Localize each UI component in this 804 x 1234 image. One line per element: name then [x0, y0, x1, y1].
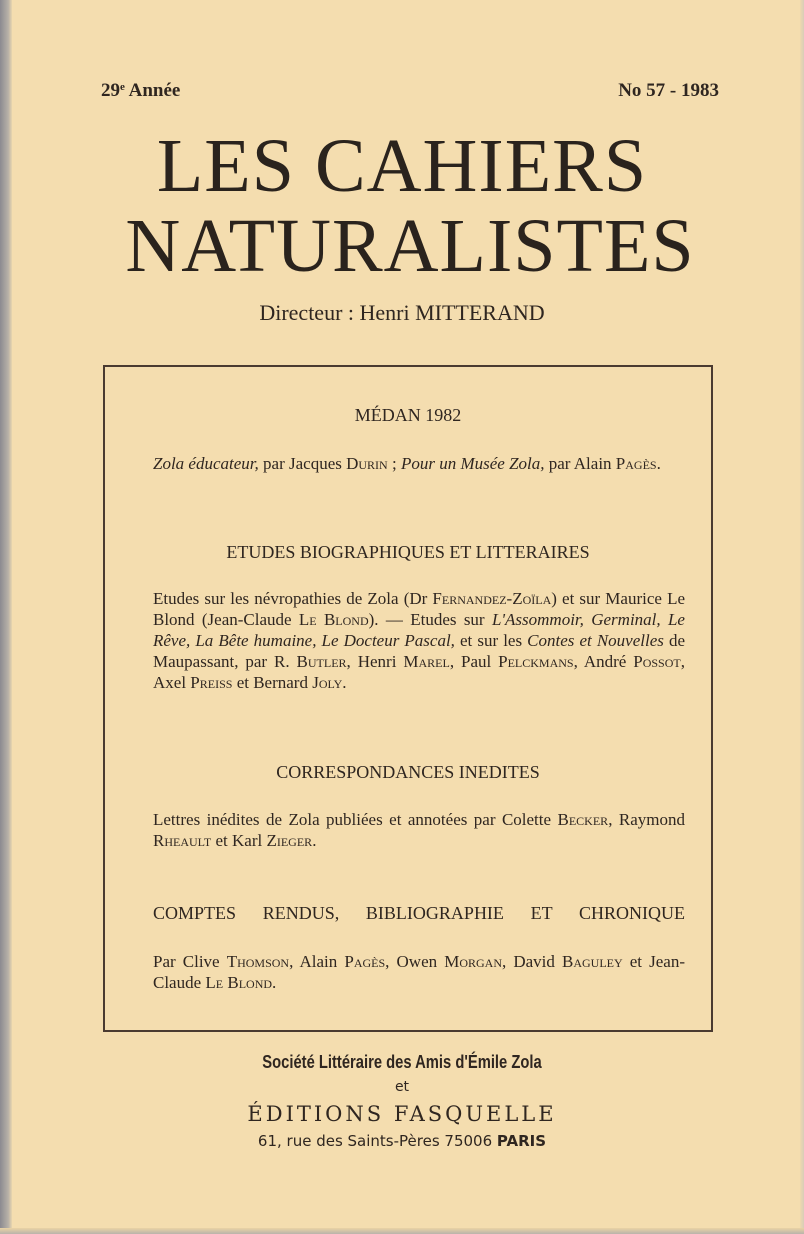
section-text-medan: Zola éducateur, par Jacques Durin ; Pour un Musée Zola, par Alain Pagès. [153, 454, 661, 473]
section-text-correspondances: Lettres inédites de Zola publiées et annotées par Colette Becker, Raymond Rheault et Karl Zieger. [153, 810, 685, 850]
issue-number: No 57 - 1983 [618, 80, 719, 101]
society-name: Société Littéraire des Amis d'Émile Zola [262, 1052, 542, 1072]
page-bottom-edge [0, 1228, 804, 1234]
conjunction-et: et [394, 1079, 410, 1095]
cover-header [101, 80, 719, 102]
contents-box [103, 365, 713, 1032]
volume-year: 29e Année [101, 80, 181, 101]
section-heading-correspondances: CORRESPONDANCES INEDITES [276, 762, 540, 782]
section-heading-etudes: ETUDES BIOGRAPHIQUES ET LITTERAIRES [226, 542, 590, 562]
journal-title-line2: NATURALISTES [125, 204, 695, 288]
section-text-comptes-rendus: Par Clive Thomson, Alain Pagès, Owen Morgan, David Baguley et Jean-Claude Le Blond. [153, 952, 685, 992]
journal-title-line1: LES CAHIERS [156, 124, 648, 208]
publisher-name: ÉDITIONS FASQUELLE [247, 1102, 557, 1126]
section-heading-comptes-rendus: COMPTES RENDUS, BIBLIOGRAPHIE ET CHRONIQUE [153, 903, 685, 923]
section-text-etudes: Etudes sur les névropathies de Zola (Dr Fernandez-Zoïla) et sur Maurice Le Blond (Jean-Claude Le Blond). — Etudes sur L'Assommoir, Germinal, Le Rêve, La Bête humaine, Le Docteur Pascal, et sur les Contes et Nouvelles de Maupassant, par R. Butler, Henri Marel, Paul Pelckmans, André Possot, Axel Preiss et Bernard Joly. [153, 589, 685, 692]
director-line: Directeur : Henri MITTERAND [259, 300, 545, 325]
section-heading-medan: MÉDAN 1982 [354, 405, 462, 425]
publisher-address: 61, rue des Saints-Pères 75006 PARIS [257, 1132, 547, 1150]
